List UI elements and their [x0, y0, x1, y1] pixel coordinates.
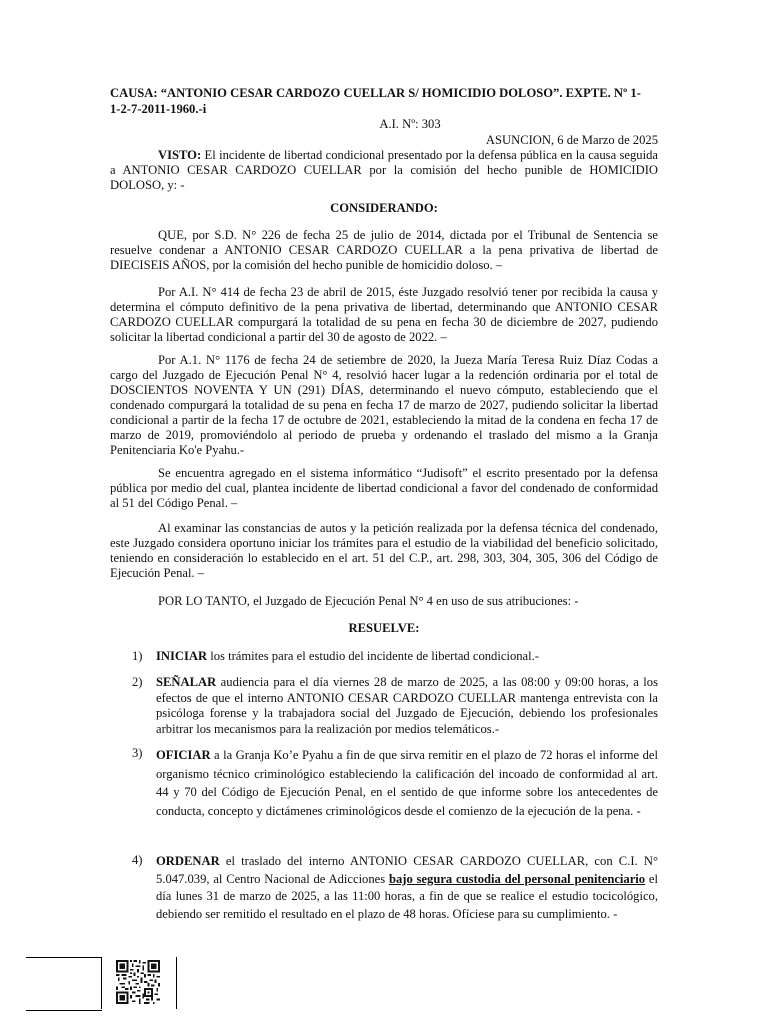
item-number: 4) — [132, 853, 143, 867]
item-verb: INICIAR — [156, 649, 208, 663]
causa-title-line1: CAUSA: “ANTONIO CESAR CARDOZO CUELLAR S/ HOMICIDIO DOLOSO”. EXPTE. Nº 1- — [110, 86, 641, 100]
causa-title-line2: 1-2-7-2011-1960.-i — [110, 102, 207, 116]
visto-text: El incidente de libertad condicional presentado por la defensa pública en la causa seguida a ANTONIO CESAR CARDOZO CUELLAR por la comisión del hecho punible de HOMICIDIO DOLOSO, y: - — [110, 148, 658, 192]
item-body-after: el día lunes 31 de marzo de 2025, a las 11:00 horas, a fin de que se realice el estudio tocicológico, debiendo ser remitido el resultado en el plazo de 48 horas. Ofíciese para su cumplimiento. - — [156, 871, 658, 921]
item-text — [156, 853, 658, 923]
visto-label: VISTO: — [158, 148, 202, 162]
custody-emphasis: bajo segura custodia del personal penitenciario — [388, 871, 646, 886]
qr-code-icon — [116, 960, 160, 1004]
ai-number: A.I. Nº: 303 — [379, 117, 441, 131]
considerando-paragraph-5: Al examinar las constancias de autos y la petición realizada por la defensa técnica del condenado, este Juzgado considera oportuno iniciar los trámites para el estudio de la viabilidad del beneficio solicitado, teniendo en consideración lo establecido en el art. 51 del C.P., art. 298, 303, 304, 305, 306 del Código de Ejecución Penal. – — [110, 521, 658, 580]
considerando-paragraph-2: Por A.I. N° 414 de fecha 23 de abril de 2015, éste Juzgado resolvió tener por recibida la causa y determina el cómputo definitivo de la pena privativa de libertad, determinando que ANTONIO CESAR CARDOZO CUELLAR compurgará la totalidad de su pena en fecha 30 de diciembre de 2027, pudiendo solicitar la libertad condicional a partir del 30 de agosto de 2022. – — [110, 285, 658, 344]
item-number: 2) — [132, 675, 143, 689]
considerando-paragraph-3: Por A.1. N° 1176 de fecha 24 de setiembre de 2020, la Jueza María Teresa Ruiz Díaz Codas a cargo del Juzgado de Ejecución Penal N° 4, resolvió hacer lugar a la redención ordinaria por el total de DOSCIENTOS NOVENTA Y UN (291) DÍAS, determinando el nuevo cómputo, estableciendo que el condenado compurgará la totalidad de su pena en fecha 17 de marzo de 2027, pudiendo solicitar la libertad condicional a partir de la fecha 17 de octubre de 2021, estableciendo la mitad de la condena en fecha 17 de marzo de 2019, promoviéndolo al periodo de prueba y ordenando el traslado del mismo a la Granja Penitenciaria Ko'e Pyahu.- — [110, 353, 658, 457]
item-body-before: el traslado del interno ANTONIO CESAR CARDOZO CUELLAR, con C.I. N° 5.047.039, al Centro Nacional de Adicciones — [156, 854, 658, 886]
considerando-heading: CONSIDERANDO: — [330, 201, 438, 215]
signature-cell — [26, 957, 102, 1011]
item-verb: ORDENAR — [156, 854, 220, 868]
item-verb: OFICIAR — [156, 748, 211, 762]
document-date: ASUNCION, 6 de Marzo de 2025 — [485, 133, 658, 147]
visto-paragraph — [110, 148, 658, 193]
item-text — [156, 675, 658, 737]
considerando-paragraph-4: Se encuentra agregado en el sistema informático “Judisoft” el escrito presentado por la defensa pública por medio del cual, plantea incidente de libertad condicional a favor del condenado de conformidad al 51 del Código Penal. – — [110, 466, 658, 510]
item-number: 3) — [132, 746, 143, 760]
signature-qr-box — [26, 957, 176, 1009]
item-verb: SEÑALAR — [156, 675, 217, 689]
item-body: audiencia para el día viernes 28 de marzo de 2025, a las 08:00 y 09:00 horas, a los efectos de que el interno ANTONIO CESAR CARDOZO CUELLAR mantenga entrevista con la psicóloga forense y la trabajadora social del Juzgado de Ejecución, debiendo los profesionales arbitrar los mecanismos para la realización por medios telemáticos.- — [156, 675, 658, 736]
item-number: 1) — [132, 649, 143, 663]
item-body: los trámites para el estudio del incidente de libertad condicional.- — [207, 649, 539, 663]
item-body: a la Granja Ko’e Pyahu a fin de que sirva remitir en el plazo de 72 horas el informe del organismo técnico criminológico estableciendo la calificación del incoado de conformidad al art. 44 y 70 del Código de Ejecución Penal, en el sentido de que informe sobre los antecedentes de conducta, concepto y dictámenes criminológicos desde el comienzo de la ejecución de la pena. - — [156, 748, 658, 818]
resuelve-heading: RESUELVE: — [348, 621, 420, 635]
por-lo-tanto-paragraph: POR LO TANTO, el Juzgado de Ejecución Penal N° 4 en uso de sus atribuciones: - — [158, 594, 579, 608]
item-text — [156, 649, 658, 664]
considerando-paragraph-1: QUE, por S.D. N° 226 de fecha 25 de julio de 2014, dictada por el Tribunal de Sentencia se resuelve condenar a ANTONIO CESAR CARDOZO CUELLAR a la pena privativa de libertad de DIECISEIS AÑOS, por la comisión del hecho punible de homicidio doloso. – — [110, 228, 658, 272]
item-text — [156, 746, 658, 820]
